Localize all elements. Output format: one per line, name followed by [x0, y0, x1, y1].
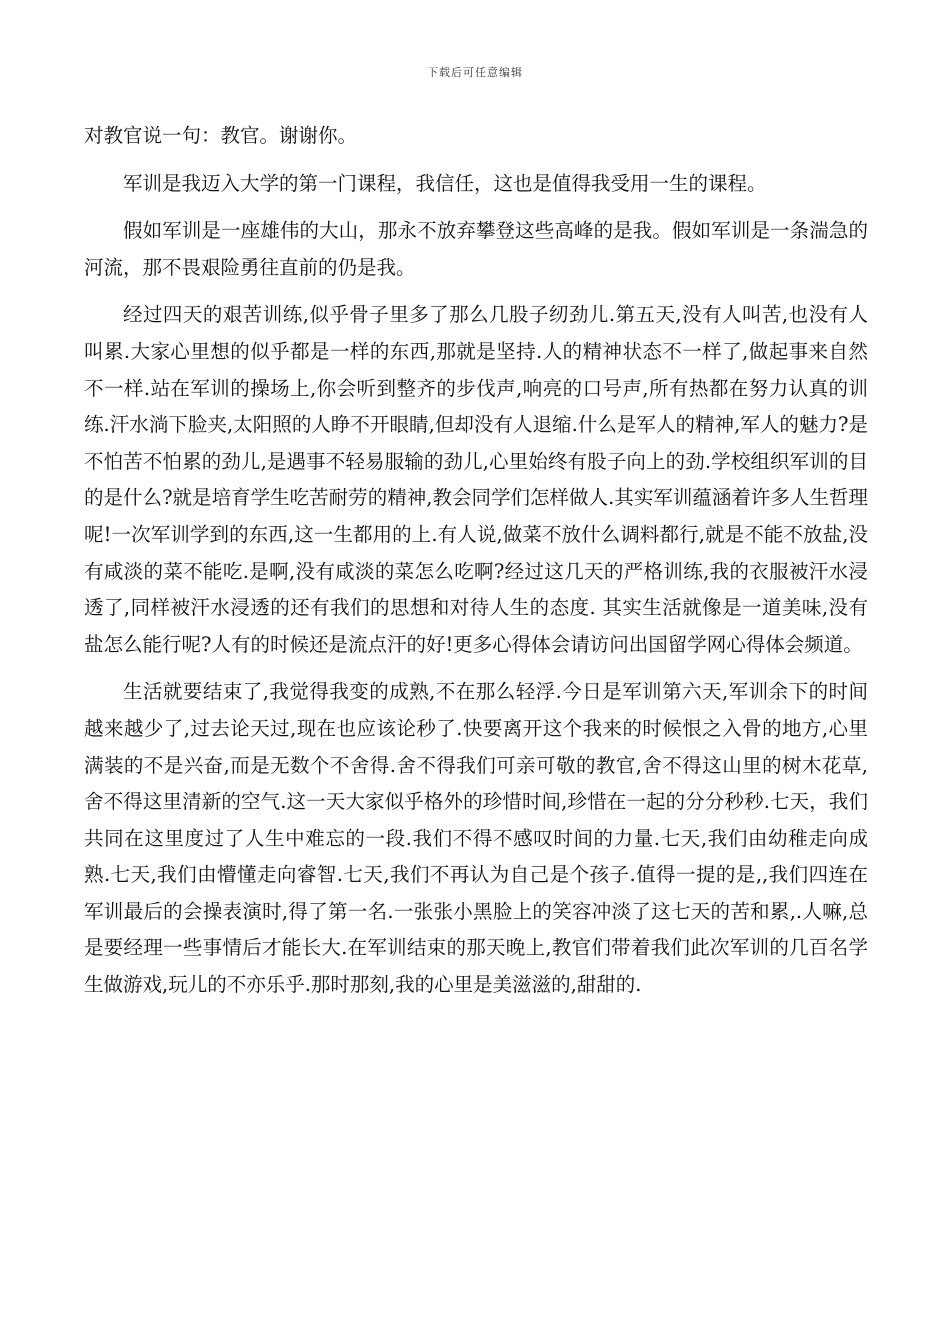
paragraph-1: 对教官说一句：教官。谢谢你。: [84, 124, 358, 147]
paragraph-3: 假如军训是一座雄伟的大山，那永不放弃攀登这些高峰的是我。假如军训是一条湍急的河流，那不畏艰险勇往直前的仍是我。: [84, 219, 868, 279]
paragraph-4: 经过四天的艰苦训练,似乎骨子里多了那么几股子纫劲儿.第五天,没有人叫苦,也没有人叫累.大家心里想的似乎都是一样的东西,那就是坚持.人的精神状态不一样了,做起事来自然不一样.站在军训的操场上,你会听到整齐的步伐声,响亮的口号声,所有热都在努力认真的训练.汗水淌下脸夹,太阳照的人睁不开眼睛,但却没有人退缩.什么是军人的精神,军人的魅力?是不怕苦不怕累的劲儿,是遇事不轻易服输的劲儿,心里始终有股子向上的劲.学校组织军训的目的是什么?就是培育学生吃苦耐劳的精神,教会同学们怎样做人.其实军训蕴涵着许多人生哲理呢!一次军训学到的东西,这一生都用的上.有人说,做菜不放什么调料都行,就是不能不放盐,没有咸淡的菜不能吃.是啊,没有咸淡的菜怎么吃啊?经过这几天的严格训练,我的衣服被汗水浸透了,同样被汗水浸透的还有我们的思想和对待人生的态度. 其实生活就像是一道美味,没有盐怎么能行呢?人有的时候还是流点汗的好!更多心得体会请访问出国留学网心得体会频道。: [84, 303, 868, 656]
paragraph-5: 生活就要结束了,我觉得我变的成熟,不在那么轻浮.今日是军训第六天,军训余下的时间越来越少了,过去论天过,现在也应该论秒了.快要离开这个我来的时候恨之入骨的地方,心里满装的不是兴奋,而是无数个不舍得.舍不得我们可亲可敬的教官,舍不得这山里的树木花草,舍不得这里清新的空气.这一天大家似乎格外的珍惜时间,珍惜在一起的分分秒秒.七天，我们共同在这里度过了人生中难忘的一段.我们不得不感叹时间的力量.七天,我们由幼稚走向成熟.七天,我们由懵懂走向睿智.七天,我们不再认为自己是个孩子.值得一提的是,,我们四连在军训最后的会操表演时,得了第一名.一张张小黑脸上的笑容冲淡了这七天的苦和累,.人嘛,总是要经理一些事情后才能长大.在军训结束的那天晚上,教官们带着我们此次军训的几百名学生做游戏,玩儿的不亦乐乎.那时那刻,我的心里是美滋滋的,甜甜的.: [84, 680, 868, 997]
paragraph-2: 军训是我迈入大学的第一门课程，我信任，这也是值得我受用一生的课程。: [123, 171, 767, 195]
document-body: [84, 118, 868, 1004]
page-header: 下载后可任意编辑: [427, 66, 523, 79]
